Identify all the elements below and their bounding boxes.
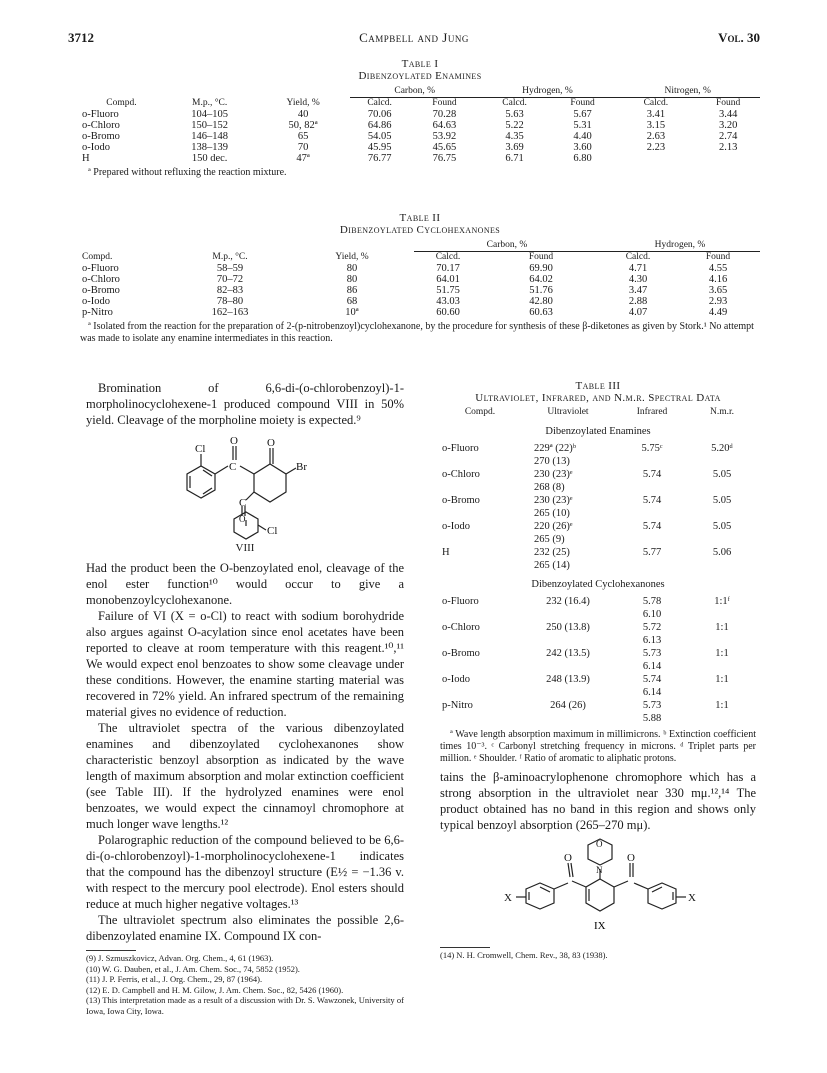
table-cell: 64.63 (432, 120, 457, 131)
atom-label: Br (296, 461, 307, 473)
table-header-row (80, 98, 760, 110)
ir-value: 5.73 (642, 700, 662, 711)
table-cell: 5.74 (642, 469, 662, 480)
table-row (440, 442, 756, 468)
reference-item: (13) This interpretation made as a result of a discussion with Dr. S. Wawzonek, University of Iowa, Iowa City, Iowa. (86, 995, 404, 1016)
reference-item: (11) J. P. Ferris, et al., J. Org. Chem., 29, 87 (1964). (86, 974, 263, 984)
table-cell: o-Chloro (82, 120, 120, 131)
table-cell: o-Bromo (442, 495, 480, 506)
atom-label: C (229, 461, 237, 473)
table-cell: 2.93 (708, 296, 728, 307)
table-cell: 4.55 (708, 263, 728, 274)
table-cell: 70.06 (367, 109, 392, 120)
table-cell: 232 (16.4) (546, 596, 590, 607)
table-1 (80, 58, 760, 179)
right-column-text (440, 769, 756, 833)
table-cell: 3.20 (718, 120, 738, 131)
page-number: 3712 (68, 30, 94, 45)
ir-value: 6.14 (642, 687, 662, 698)
reference-item: (12) E. D. Campbell and H. M. Gilow, J. Am. Chem. Soc., 82, 5426 (1960). (86, 984, 344, 995)
uv-value: 265 (14) (534, 560, 570, 571)
page-header (68, 30, 760, 50)
table-cell: 3.60 (573, 142, 592, 153)
reference-list (86, 953, 404, 1016)
paragraph: Had the product been the O-benzoylated enol, cleavage of the enol ester function¹⁰ would occur to give a monobenzoylcyclohexanone. (86, 561, 404, 607)
table-cell: 5.05 (712, 521, 732, 532)
table-cell: 150–152 (191, 120, 228, 131)
column-header: Found (432, 98, 457, 108)
table-3-label: Table III (575, 380, 621, 392)
table-cell: 1:1 (715, 622, 729, 633)
table-cell: o-Bromo (82, 131, 120, 142)
column-header: Calcd. (435, 252, 461, 262)
table-cell: 51.76 (529, 285, 553, 296)
column-header: Yield, % (286, 97, 320, 108)
table-cell: 264 (26) (550, 700, 586, 711)
table-row (440, 673, 756, 699)
table-2-grid (80, 240, 760, 318)
table-cell: o-Fluoro (442, 596, 479, 607)
table-row (440, 699, 756, 725)
table-cell: 82–83 (216, 285, 244, 296)
volume-label: Vol. 30 (718, 30, 760, 45)
column-header: Compd. (106, 97, 137, 108)
table-3-footnote: ª Wave length absorption maximum in millimicrons. ᵇ Extinction coefficient times 10⁻³. ᶜ Carbonyl stretching frequency in microns. ᵈ Triplet parts per million. ᵉ Shoulder. ᶠ Ratio of aromatic to aliphatic protons. (440, 729, 756, 764)
column-header: Found (570, 98, 595, 108)
uv-value: 265 (10) (534, 508, 570, 519)
atom-label: O (230, 435, 238, 447)
table-cell: o-Iodo (82, 296, 110, 307)
table-cell: 5.05 (712, 495, 732, 506)
table-cell: o-Iodo (442, 674, 470, 685)
column-header: M.p., °C. (192, 97, 228, 108)
column-header: Found (528, 252, 554, 262)
table-header-row (440, 406, 756, 419)
table-cell (696, 153, 760, 164)
table-cell (520, 494, 616, 520)
structure-viii (86, 430, 404, 542)
column-header: Found (715, 98, 741, 108)
table-cell (616, 647, 688, 673)
table-3-section-cyclohexanones: Dibenzoylated Cyclohexanones (531, 579, 665, 590)
table-cell: 86 (346, 285, 358, 296)
uv-value: 265 (9) (534, 534, 565, 545)
table-cell: 138–139 (191, 142, 228, 153)
table-cell: 4.49 (708, 307, 728, 318)
table-row (80, 153, 760, 164)
ir-value: 5.78 (642, 596, 662, 607)
column-header: Compd. (464, 407, 496, 417)
table-row (80, 296, 760, 307)
table-1-label: Table I (401, 58, 439, 70)
reference-item: (10) W. G. Dauben, et al., J. Am. Chem. Soc., 74, 5852 (1952). (86, 963, 300, 974)
table-cell: 3.65 (708, 285, 728, 296)
table-cell: 162–163 (211, 307, 249, 318)
table-cell: 45.65 (432, 142, 457, 153)
table-cell: 60.60 (436, 307, 460, 318)
table-cell: 2.88 (628, 296, 648, 307)
table-cell: 68 (346, 296, 358, 307)
table-cell: 40 (297, 109, 309, 120)
uv-value: 268 (8) (534, 482, 565, 493)
ir-value: 5.88 (642, 713, 662, 724)
table-row (440, 621, 756, 647)
table-cell: 65 (297, 131, 309, 142)
table-cell: p-Nitro (82, 307, 113, 318)
table-cell: o-Chloro (82, 274, 120, 285)
table-cell: 80 (346, 263, 358, 274)
atom-label: O (596, 839, 603, 849)
table-cell: 5.77 (642, 547, 662, 558)
table-cell: o-Fluoro (82, 109, 119, 120)
running-authors: Campbell and Jung (359, 30, 469, 45)
paragraph: tains the β-aminoacrylophenone chromophore which has a strong absorption in the ultraviolet near 330 mμ.¹²,¹⁴ The product obtained has no band in this region and shows only typical benzoyl absorption (265–270 mμ). (440, 770, 756, 832)
reference-item: (9) J. Szmuszkovicz, Advan. Org. Chem., 4, 61 (1963). (86, 953, 274, 963)
table-cell: 248 (13.9) (546, 674, 590, 685)
structure-ix-label: IX (594, 920, 606, 932)
table-cell: 10ª (345, 307, 359, 318)
table-cell: 1:1 (715, 700, 729, 711)
table-3-title: Ultraviolet, Infrared, and N.m.r. Spectral Data (475, 392, 721, 404)
footnote-rule (440, 947, 490, 948)
table-cell: 51.75 (436, 285, 460, 296)
ir-value: 5.74 (642, 674, 662, 685)
table-cell: 64.86 (367, 120, 392, 131)
column-header: Found (705, 252, 731, 262)
uv-value: 230 (23)ᵉ (534, 495, 573, 506)
table-cell (520, 468, 616, 494)
table-row (80, 142, 760, 153)
column-header: Yield, % (335, 251, 369, 262)
table-cell: 2.63 (646, 131, 666, 142)
table-cell: 5.22 (505, 120, 524, 131)
table-cell: 5.67 (573, 109, 592, 120)
atom-label: Cl (267, 525, 278, 537)
ir-value: 6.13 (642, 635, 662, 646)
table-cell: 3.69 (505, 142, 524, 153)
uv-value: 229ª (22)ᵇ (534, 443, 577, 454)
paragraph: The ultraviolet spectrum also eliminates the possible 2,6-dibenzoylated enamine IX. Compound IX con- (86, 913, 404, 943)
table-cell: 150 dec. (191, 153, 228, 164)
table-cell: 45.95 (367, 142, 392, 153)
table-cell: 6.71 (505, 153, 524, 164)
table-cell: 1:1 (715, 648, 729, 659)
t2-group-hydrogen: Hydrogen, % (600, 240, 760, 252)
paragraph: Bromination of 6,6-di-(o-chlorobenzoyl)-1-morpholinocyclohexene-1 produced compound VIII in 50% yield. Cleavage of the morpholine moiety is expected.⁹ (86, 381, 404, 427)
table-3-section-enamines: Dibenzoylated Enamines (545, 426, 651, 437)
left-column (86, 380, 404, 1016)
table-row (80, 263, 760, 274)
table-cell: 69.90 (529, 263, 553, 274)
table-cell: H (442, 547, 450, 558)
table-3-grid (440, 406, 756, 725)
table-row (80, 120, 760, 131)
paragraph: Polarographic reduction of the compound believed to be 6,6-di-(o-chlorobenzoyl)-1-morpholinocyclohexene-1 indicates that the compound has the dibenzoyl structure (E½ = −1.36 v. with respect to the mercury pool electrode). Enol esters should reduce at much higher negative voltages.¹³ (86, 833, 404, 911)
column-header: Calcd. (502, 98, 527, 108)
table-cell: 1:1 (715, 674, 729, 685)
table-cell: H (82, 153, 90, 164)
table-cell: 4.30 (628, 274, 648, 285)
column-header: N.m.r. (709, 407, 734, 417)
table-cell: 3.15 (646, 120, 666, 131)
footnote-rule (86, 950, 136, 951)
atom-label: C (239, 497, 247, 509)
table-cell: 4.07 (628, 307, 648, 318)
table-cell (520, 442, 616, 468)
table-cell: 80 (346, 274, 358, 285)
table-row (80, 274, 760, 285)
atom-label: X (504, 892, 512, 904)
table-cell: 242 (13.5) (546, 648, 590, 659)
table-cell: 250 (13.8) (546, 622, 590, 633)
table-cell: 3.44 (718, 109, 738, 120)
atom-label: O (627, 852, 635, 864)
table-cell: 53.92 (432, 131, 457, 142)
t1-group-nitrogen: Nitrogen, % (616, 86, 761, 98)
table-cell: 3.41 (646, 109, 666, 120)
table-cell (616, 595, 688, 621)
table-cell: 70–72 (216, 274, 244, 285)
table-cell: 4.40 (573, 131, 592, 142)
reference-item: (14) N. H. Cromwell, Chem. Rev., 38, 83 (1938). (440, 950, 608, 960)
column-header: Calcd. (625, 252, 651, 262)
table-2 (80, 212, 760, 345)
table-cell: 42.80 (529, 296, 553, 307)
ir-value: 6.10 (642, 609, 662, 620)
structure-ix (440, 837, 756, 955)
atom-label: X (688, 892, 696, 904)
table-cell: o-Chloro (442, 469, 480, 480)
table-cell: 5.74 (642, 495, 662, 506)
table-cell: 60.63 (529, 307, 553, 318)
table-row (80, 131, 760, 142)
column-header: Infrared (636, 407, 668, 417)
table-cell: 5.05 (712, 469, 732, 480)
table-cell: 4.16 (708, 274, 728, 285)
table-cell: o-Iodo (82, 142, 110, 153)
table-cell: 2.23 (646, 142, 666, 153)
table-cell: 5.74 (642, 521, 662, 532)
atom-label: O (267, 437, 275, 449)
table-row (440, 468, 756, 494)
table-cell: o-Fluoro (442, 443, 479, 454)
table-cell: 2.13 (718, 142, 738, 153)
t2-group-carbon: Carbon, % (414, 240, 600, 252)
table-cell (616, 699, 688, 725)
table-2-footnote: ª Isolated from the reaction for the preparation of 2-(p-nitrobenzoyl)cyclohexanone, by the procedure for synthesis of these β-diketones as given by Stork.¹ No attempt was made to isolate any enamine intermediates in this reaction. (80, 321, 754, 344)
table-cell: 50, 82ª (288, 120, 318, 131)
table-cell: 64.01 (436, 274, 460, 285)
table-cell: 76.77 (367, 153, 392, 164)
column-header: Ultraviolet (547, 407, 589, 417)
column-header: M.p., °C. (212, 251, 248, 262)
table-2-title: Dibenzoylated Cyclohexanones (339, 224, 501, 236)
table-cell: 70.28 (432, 109, 457, 120)
table-row (80, 109, 760, 120)
ir-value: 5.72 (642, 622, 662, 633)
uv-value: 220 (26)ᵉ (534, 521, 573, 532)
atom-label: O (564, 852, 572, 864)
table-cell (616, 673, 688, 699)
table-cell: 6.80 (573, 153, 592, 164)
column-header: Compd. (82, 251, 113, 262)
table-cell: 58–59 (216, 263, 244, 274)
table-1-grid (80, 86, 760, 164)
table-cell: 1:1ᶠ (714, 596, 730, 607)
table-row (440, 546, 756, 572)
table-cell: p-Nitro (442, 700, 473, 711)
t1-group-hydrogen: Hydrogen, % (480, 86, 616, 98)
table-cell: 3.47 (628, 285, 648, 296)
uv-value: 230 (23)ᵉ (534, 469, 573, 480)
column-header: Calcd. (643, 98, 669, 108)
table-cell: 146–148 (191, 131, 228, 142)
table-cell: 70.17 (436, 263, 460, 274)
table-row (80, 285, 760, 296)
t1-group-carbon: Carbon, % (350, 86, 480, 98)
table-row (80, 307, 760, 318)
column-header: Calcd. (367, 98, 392, 108)
table-cell: o-Bromo (82, 285, 120, 296)
uv-value: 270 (13) (534, 456, 570, 467)
table-row (440, 494, 756, 520)
ir-value: 6.14 (642, 661, 662, 672)
table-cell: 4.71 (628, 263, 648, 274)
table-3 (440, 380, 756, 961)
table-cell (616, 621, 688, 647)
paragraph: The ultraviolet spectra of the various dibenzoylated enamines and dibenzoylated cyclohexanones show characteristic benzoyl absorption as indicated by the wave length of maximum absorption and molar extinction coefficient (see Table III). If the hydrolyzed enamines were enol benzoates, we would expect the cinnamoyl chromophore at much longer wave lengths.¹² (86, 721, 404, 831)
table-cell: 64.02 (529, 274, 553, 285)
table-cell: 5.75ᶜ (641, 443, 663, 454)
table-cell: 5.20ᵈ (711, 443, 733, 454)
table-cell (616, 153, 697, 164)
table-1-title: Dibenzoylated Enamines (358, 70, 482, 82)
table-cell: o-Chloro (442, 622, 480, 633)
table-cell: o-Bromo (442, 648, 480, 659)
table-cell: 76.75 (432, 153, 457, 164)
table-cell: 5.06 (712, 547, 732, 558)
table-header-row (80, 252, 760, 264)
table-cell: 54.05 (367, 131, 392, 142)
paragraph: Failure of VI (X = o-Cl) to react with sodium borohydride also argues against O-acylation since enol acetates have been reported to cleave at room temperature with this reagent.¹⁰,¹¹ We would expect enol benzoates to show some cleavage under these conditions. However, the enamine starting material was recovered in 72% yield. An infrared spectrum of the remaining material gives no evidence of reduction. (86, 609, 404, 719)
table-cell (520, 520, 616, 546)
table-cell (520, 546, 616, 572)
table-cell: 2.74 (718, 131, 738, 142)
table-2-label: Table II (399, 212, 441, 224)
table-1-footnote: ª Prepared without refluxing the reaction mixture. (88, 167, 287, 178)
table-cell: 43.03 (436, 296, 460, 307)
atom-label: N (596, 865, 603, 875)
table-cell: 4.35 (505, 131, 524, 142)
table-row (440, 595, 756, 621)
structure-viii-label: VIII (235, 542, 255, 554)
table-cell: 47ª (296, 153, 310, 164)
table-cell: 78–80 (216, 296, 244, 307)
table-row (440, 520, 756, 546)
table-cell: o-Iodo (442, 521, 470, 532)
table-cell: 5.31 (573, 120, 592, 131)
ir-value: 5.73 (642, 648, 662, 659)
table-cell: 70 (297, 142, 309, 153)
table-cell: 104–105 (191, 109, 228, 120)
uv-value: 232 (25) (534, 547, 570, 558)
atom-label: Cl (195, 443, 206, 455)
table-cell: 5.63 (505, 109, 524, 120)
table-row (440, 647, 756, 673)
atom-label: O (239, 514, 246, 524)
table-cell: o-Fluoro (82, 263, 119, 274)
